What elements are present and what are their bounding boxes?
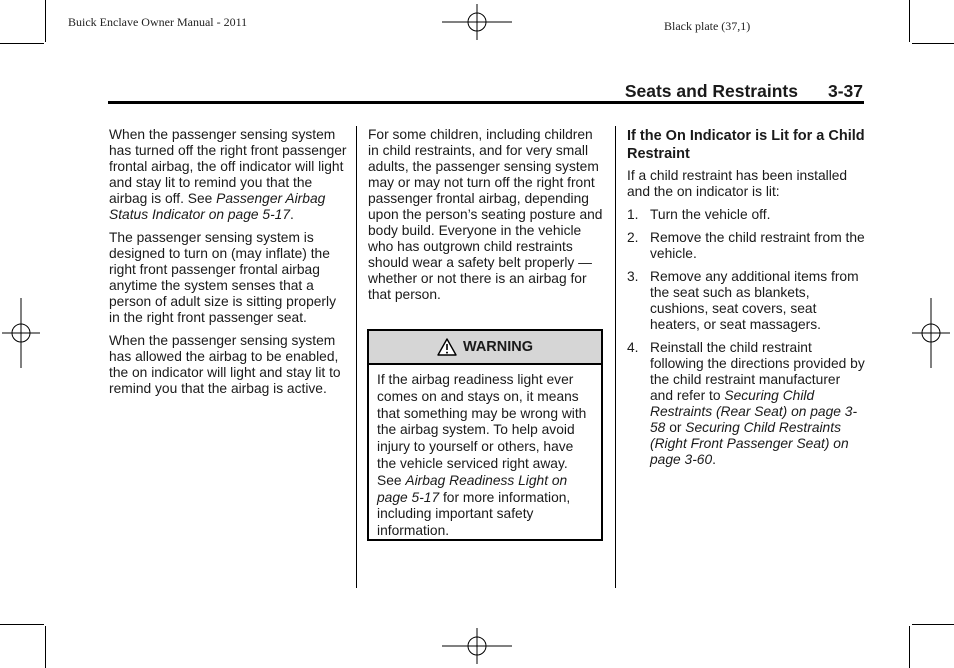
cross-reference: Airbag Readiness Light on page 5-17: [377, 472, 568, 505]
crop-mark: [45, 626, 46, 668]
paragraph: If a child restraint has been installed and the on indicator is lit:: [627, 168, 848, 199]
registration-mark-icon: [0, 296, 42, 370]
registration-mark-icon: [910, 296, 952, 370]
crop-mark: [0, 43, 44, 44]
list-item: 3. Remove any additional items from the seat such as blankets, cushions, seat covers, seat heaters, or seat massagers.: [627, 269, 859, 332]
column-3: [627, 127, 865, 475]
registration-mark-icon: [440, 626, 514, 666]
crop-mark: [0, 624, 44, 625]
paragraph: When the passenger sensing system has turned off the right front passenger frontal airbag, the off indicator will light and stay lit to remind you that the airbag is off. See Passenger Airbag Status Indicator on page 5-17.: [109, 127, 347, 222]
warning-title: WARNING: [462, 339, 534, 355]
cross-reference: Securing Child Restraints (Right Front Passenger Seat) on page 3-60: [650, 420, 849, 467]
crop-mark: [909, 0, 910, 42]
crop-mark: [45, 0, 46, 42]
warning-text: If the airbag readiness light ever comes on and stays on, it means that something may be wrong with the airbag system. To help avoid injury to yourself or others, have the vehicle serviced right away. See Airbag Readiness Light on page 5-17 for more information, including important safety information.: [377, 372, 587, 539]
crop-mark: [912, 624, 954, 625]
paragraph: For some children, including children in child restraints, and for very small adults, the passenger sensing system may or may not turn off the right front passenger frontal airbag, depending upon the person’s seating posture and body build. Everyone in the vehicle who has outgrown child restraints should wear a safety belt properly — whether or not there is an airbag for that person.: [368, 127, 603, 302]
section-header: [625, 81, 863, 102]
paragraph: The passenger sensing system is designed to turn on (may inflate) the right front passenger frontal airbag anytime the system senses that a person of adult size is sitting properly in the right front passenger seat.: [109, 230, 336, 325]
warning-header: [369, 331, 601, 365]
steps-list: [627, 207, 865, 468]
plate-label: Black plate (37,1): [664, 19, 751, 33]
cross-reference: Passenger Airbag Status Indicator on page 5-17: [109, 191, 326, 222]
paragraph: When the passenger sensing system has allowed the airbag to be enabled, the on indicator will light and stay lit to remind you that the airbag is active.: [109, 333, 341, 396]
registration-mark-icon: [440, 2, 514, 42]
page-number: 3-37: [827, 81, 863, 101]
warning-box: [367, 329, 603, 541]
list-item: 2. Remove the child restraint from the vehicle.: [627, 230, 865, 261]
warning-icon: [437, 338, 457, 356]
section-title: Seats and Restraints: [624, 81, 798, 101]
subheading: If the On Indicator is Lit for a Child Restraint: [627, 128, 865, 162]
list-item: 4. Reinstall the child restraint following the directions provided by the child restraint manufacturer and refer to Securing Child Restraints (Rear Seat) on page 3-58 or Securing Child Restraints (Right Front Passenger Seat) on page 3-60.: [627, 340, 865, 467]
manual-title: Buick Enclave Owner Manual - 2011: [68, 15, 248, 29]
list-item: 1. Turn the vehicle off.: [627, 207, 771, 222]
column-2: [368, 127, 604, 310]
crop-mark: [909, 626, 910, 668]
header-rule: [108, 101, 864, 104]
column-divider: [356, 126, 357, 588]
crop-mark: [912, 43, 954, 44]
column-1: [109, 127, 349, 404]
column-divider: [615, 126, 616, 588]
cross-reference: Securing Child Restraints (Rear Seat) on page 3-58: [650, 388, 858, 435]
